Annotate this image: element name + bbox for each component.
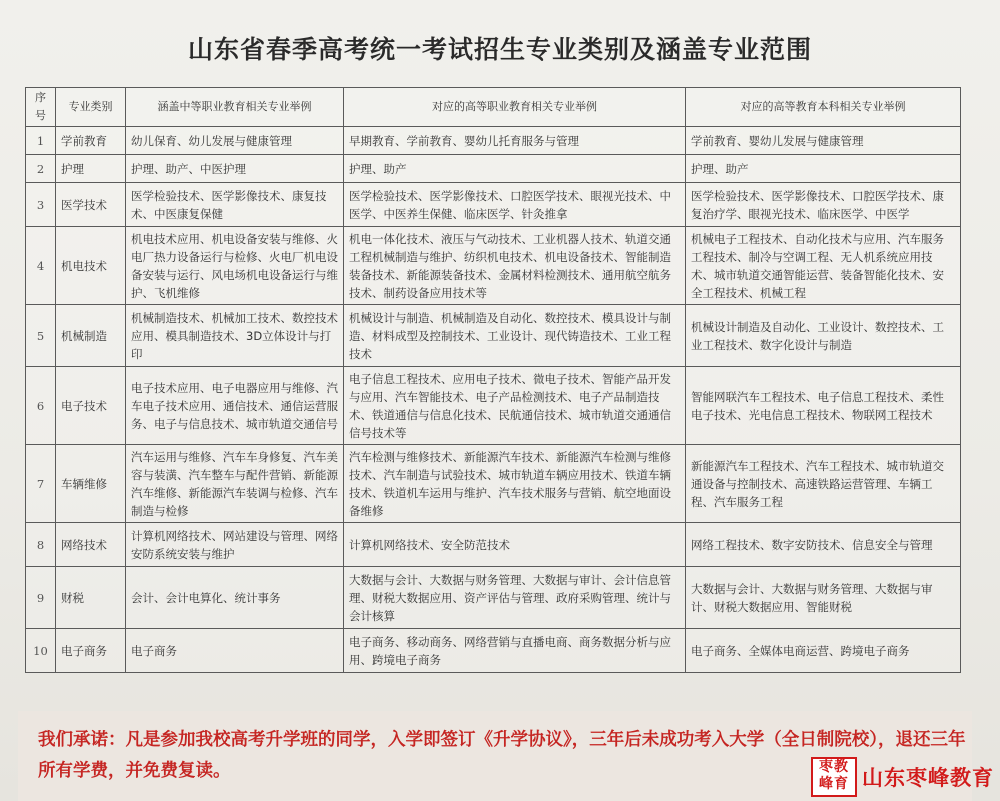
- row-vocational: 机电一体化技术、液压与气动技术、工业机器人技术、轨道交通工程机械制造与维护、纺织机电技术、机电设备技术、智能制造装备技术、新能源装备技术、金属材料检测技术、通用航空航务技术、制药设备应用技术等: [344, 227, 686, 305]
- row-vocational: 医学检验技术、医学影像技术、口腔医学技术、眼视光技术、中医学、中医养生保健、临床医学、针灸推拿: [344, 183, 686, 227]
- row-no: 3: [26, 183, 56, 227]
- header-category: 专业类别: [56, 88, 126, 127]
- header-vocational: 对应的高等职业教育相关专业举例: [344, 88, 686, 127]
- row-undergraduate: 智能网联汽车工程技术、电子信息工程技术、柔性电子技术、光电信息工程技术、物联网工程技术: [686, 367, 961, 445]
- row-undergraduate: 新能源汽车工程技术、汽车工程技术、城市轨道交通设备与控制技术、高速铁路运营管理、车辆工程、汽车服务工程: [686, 445, 961, 523]
- header-undergraduate: 对应的高等教育本科相关专业举例: [686, 88, 961, 127]
- row-secondary: 幼儿保育、幼儿发展与健康管理: [126, 127, 344, 155]
- row-no: 6: [26, 367, 56, 445]
- table-header-row: [26, 88, 961, 127]
- row-no: 10: [26, 629, 56, 673]
- row-secondary: 会计、会计电算化、统计事务: [126, 567, 344, 629]
- row-no: 2: [26, 155, 56, 183]
- row-secondary: 机械制造技术、机械加工技术、数控技术应用、模具制造技术、3D立体设计与打印: [126, 305, 344, 367]
- row-category: 车辆维修: [56, 445, 126, 523]
- logo-seal-icon: [811, 757, 857, 797]
- row-no: 4: [26, 227, 56, 305]
- row-vocational: 电子商务、移动商务、网络营销与直播电商、商务数据分析与应用、跨境电子商务: [344, 629, 686, 673]
- row-category: 机电技术: [56, 227, 126, 305]
- table-row: [26, 567, 961, 629]
- table-row: [26, 155, 961, 183]
- row-category: 护理: [56, 155, 126, 183]
- row-no: 7: [26, 445, 56, 523]
- seal-line-1: 枣教: [819, 759, 849, 775]
- row-no: 1: [26, 127, 56, 155]
- table-row: [26, 183, 961, 227]
- row-no: 5: [26, 305, 56, 367]
- row-vocational: 电子信息工程技术、应用电子技术、微电子技术、智能产品开发与应用、汽车智能技术、电子产品检测技术、电子产品制造技术、铁道通信与信息化技术、民航通信技术、城市轨道交通通信信号技术等: [344, 367, 686, 445]
- row-secondary: 电子商务: [126, 629, 344, 673]
- majors-table: [25, 87, 961, 673]
- row-category: 医学技术: [56, 183, 126, 227]
- row-category: 电子商务: [56, 629, 126, 673]
- row-secondary: 护理、助产、中医护理: [126, 155, 344, 183]
- row-category: 学前教育: [56, 127, 126, 155]
- header-secondary: 涵盖中等职业教育相关专业举例: [126, 88, 344, 127]
- row-vocational: 机械设计与制造、机械制造及自动化、数控技术、模具设计与制造、材料成型及控制技术、工业设计、现代铸造技术、工业工程技术: [344, 305, 686, 367]
- table-row: [26, 305, 961, 367]
- row-secondary: 电子技术应用、电子电器应用与维修、汽车电子技术应用、通信技术、通信运营服务、电子与信息技术、城市轨道交通信号: [126, 367, 344, 445]
- row-vocational: 计算机网络技术、安全防范技术: [344, 523, 686, 567]
- row-no: 9: [26, 567, 56, 629]
- row-vocational: 大数据与会计、大数据与财务管理、大数据与审计、会计信息管理、财税大数据应用、资产评估与管理、政府采购管理、统计与会计核算: [344, 567, 686, 629]
- row-secondary: 医学检验技术、医学影像技术、康复技术、中医康复保健: [126, 183, 344, 227]
- promise-text: 我们承诺：凡是参加我校高考升学班的同学，入学即签订《升学协议》，三年后未成功考入大学（全日制院校），退还三年所有学费，并免费复读。: [38, 730, 966, 781]
- row-secondary: 机电技术应用、机电设备安装与维修、火电厂热力设备运行与检修、火电厂机电设备安装与运行、风电场机电设备运行与维护、飞机维修: [126, 227, 344, 305]
- row-category: 机械制造: [56, 305, 126, 367]
- row-category: 财税: [56, 567, 126, 629]
- table-row: [26, 445, 961, 523]
- row-undergraduate: 大数据与会计、大数据与财务管理、大数据与审计、财税大数据应用、智能财税: [686, 567, 961, 629]
- row-undergraduate: 网络工程技术、数字安防技术、信息安全与管理: [686, 523, 961, 567]
- row-undergraduate: 医学检验技术、医学影像技术、口腔医学技术、康复治疗学、眼视光技术、临床医学、中医学: [686, 183, 961, 227]
- row-no: 8: [26, 523, 56, 567]
- row-undergraduate: 机械设计制造及自动化、工业设计、数控技术、工业工程技术、数字化设计与制造: [686, 305, 961, 367]
- seal-line-2: 峰育: [819, 776, 849, 792]
- table-row: [26, 523, 961, 567]
- row-category: 电子技术: [56, 367, 126, 445]
- brand-logo: [811, 757, 994, 797]
- row-undergraduate: 护理、助产: [686, 155, 961, 183]
- row-vocational: 汽车检测与维修技术、新能源汽车技术、新能源汽车检测与维修技术、汽车制造与试验技术、城市轨道车辆应用技术、铁道车辆技术、铁道机车运用与维护、汽车技术服务与营销、航空地面设备维修: [344, 445, 686, 523]
- row-secondary: 汽车运用与维修、汽车车身修复、汽车美容与装潢、汽车整车与配件营销、新能源汽车维修、新能源汽车装调与检修、汽车制造与检修: [126, 445, 344, 523]
- row-undergraduate: 机械电子工程技术、自动化技术与应用、汽车服务工程技术、制冷与空调工程、无人机系统应用技术、城市轨道交通智能运营、装备智能化技术、安全工程技术、机械工程: [686, 227, 961, 305]
- table-row: [26, 127, 961, 155]
- logo-name: 山东枣峰教育: [862, 766, 994, 790]
- table-row: [26, 629, 961, 673]
- table-row: [26, 227, 961, 305]
- row-undergraduate: 电子商务、全媒体电商运营、跨境电子商务: [686, 629, 961, 673]
- header-no: 序号: [26, 88, 56, 127]
- row-undergraduate: 学前教育、婴幼儿发展与健康管理: [686, 127, 961, 155]
- row-secondary: 计算机网络技术、网站建设与管理、网络安防系统安装与维护: [126, 523, 344, 567]
- document-title: 山东省春季高考统一考试招生专业类别及涵盖专业范围: [187, 35, 812, 64]
- row-vocational: 护理、助产: [344, 155, 686, 183]
- row-vocational: 早期教育、学前教育、婴幼儿托育服务与管理: [344, 127, 686, 155]
- row-category: 网络技术: [56, 523, 126, 567]
- table-row: [26, 367, 961, 445]
